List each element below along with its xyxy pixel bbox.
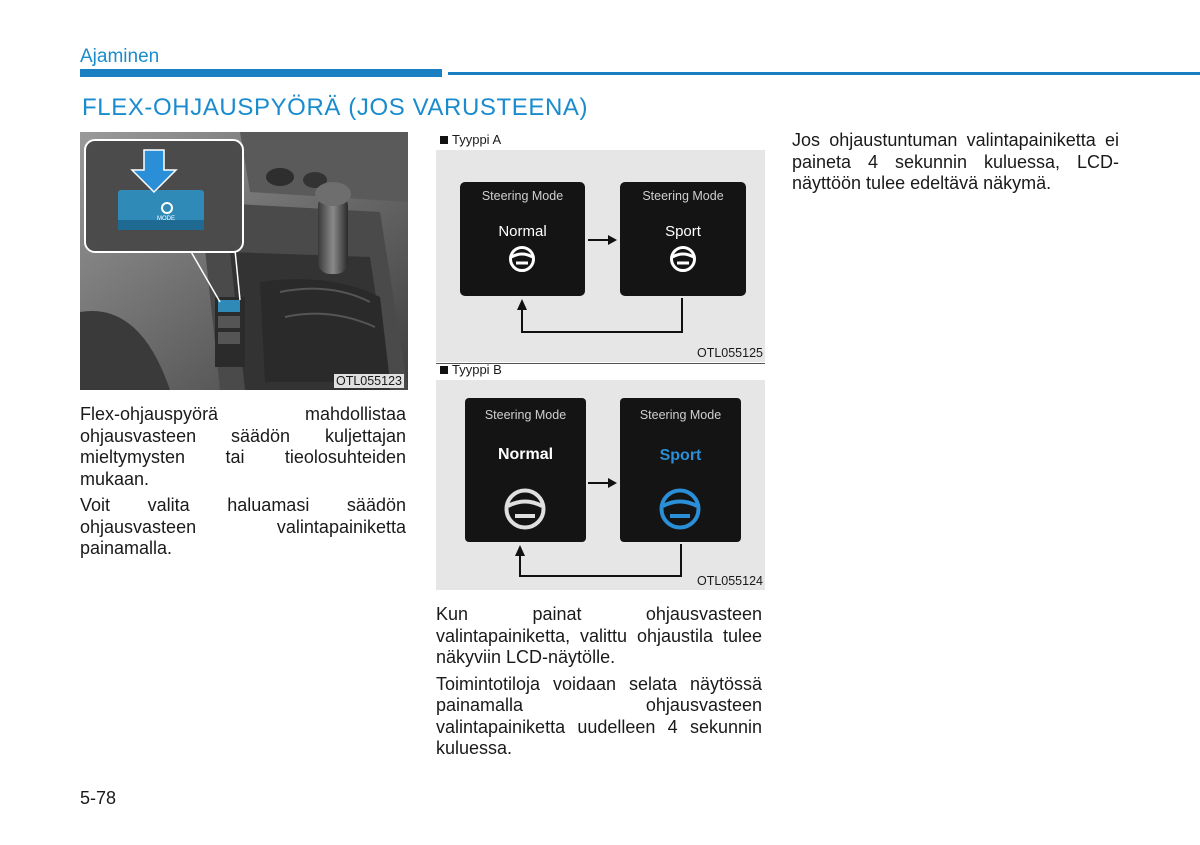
screen-title: Steering Mode (484, 408, 567, 422)
screen-mode: Normal (497, 446, 554, 463)
bullet-square-icon (440, 366, 448, 374)
section-label: Ajaminen (80, 46, 160, 67)
page-number: 5-78 (80, 788, 117, 808)
arrow-right-icon (588, 234, 618, 246)
mode-button-label: MODE (157, 216, 175, 222)
screen-normal-b (465, 398, 586, 542)
figure-b-label: Tyyppi B (440, 362, 502, 377)
arrow-right-icon (588, 477, 618, 489)
header-rule-thick (80, 69, 442, 77)
left-text-column (80, 404, 406, 560)
steering-wheel-sport-icon (658, 487, 702, 531)
screen-mode: Sport (665, 223, 701, 240)
select-paragraph: Voit valita haluamasi säädön ohjausvasteen valintapainiketta painamalla. (80, 495, 406, 558)
console-photo (80, 132, 408, 390)
screen-sport-a (620, 182, 746, 296)
figure-a (436, 150, 765, 362)
browse-paragraph: Toimintotiloja voidaan selata näytössä painamalla ohjausvasteen valintapainiketta uudelleen 4 sekunnin kuluessa. (436, 673, 762, 758)
screen-normal-a (460, 182, 585, 296)
bullet-square-icon (440, 136, 448, 144)
intro-paragraph: Flex-ohjauspyörä mahdollistaa ohjausvasteen säädön kuljettajan mieltymysten tai tieolosuhteiden mukaan. (80, 404, 406, 489)
figure-b-code: OTL055124 (696, 574, 763, 588)
steering-wheel-icon (503, 487, 547, 531)
figure-b (436, 380, 765, 590)
screen-sport-b (620, 398, 741, 542)
steering-wheel-icon (508, 245, 536, 273)
right-text-column (792, 130, 1119, 195)
photo-code: OTL055123 (335, 374, 402, 388)
steering-wheel-icon (669, 245, 697, 273)
screen-title: Steering Mode (639, 408, 722, 422)
screen-mode: Normal (498, 223, 547, 240)
figure-a-label: Tyyppi A (440, 132, 501, 147)
header-rule-thin (448, 72, 1200, 75)
screen-title: Steering Mode (642, 189, 724, 203)
screen-title: Steering Mode (481, 189, 564, 203)
press-paragraph: Kun painat ohjausvasteen valintapainiketta, valittu ohjaustila tulee näkyviin LCD-näytölle. (436, 604, 762, 667)
page-heading: FLEX-OHJAUSPYÖRÄ (JOS VARUSTEENA) (82, 94, 589, 121)
screen-mode: Sport (659, 447, 702, 464)
figure-a-code: OTL055125 (696, 346, 763, 360)
console-illustration (80, 132, 408, 390)
return-arrow-icon (512, 296, 692, 336)
timeout-paragraph: Jos ohjaustuntuman valintapainiketta ei paineta 4 sekunnin kuluessa, LCD-näyttöön tulee edeltävä näkymä. (792, 130, 1119, 193)
middle-text-column (436, 604, 762, 760)
steering-button-icon (161, 202, 173, 214)
return-arrow-icon (514, 542, 694, 580)
